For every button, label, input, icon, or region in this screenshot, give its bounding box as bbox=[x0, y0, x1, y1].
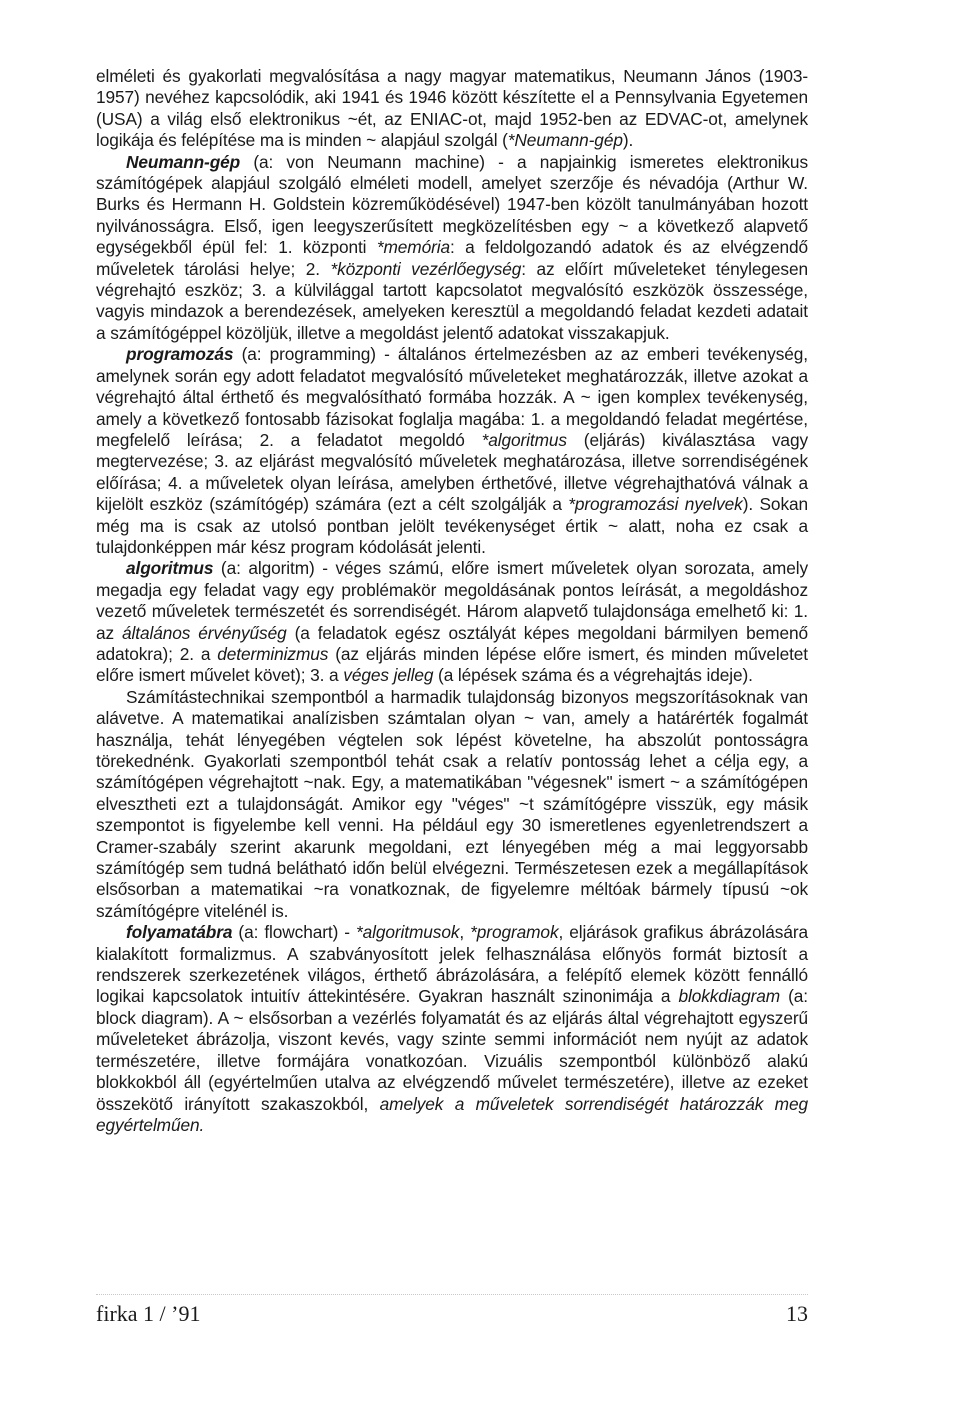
entry-text: (a lépések száma és a végrehajtás ideje). bbox=[433, 665, 753, 686]
algoritmus-ref: *algoritmus bbox=[481, 429, 567, 450]
entry-text: (a: algoritm) - véges számú, előre ismert műveletek olyan sorozata, amely megadja egy feladat vagy egy problémakör megoldásának pontos leírását, a megoldáshoz vezető műveletek természetét és sorrendiségét. Három alapvető tulajdonsága emelhető ki: 1. az bbox=[96, 558, 808, 643]
algoritmusok-ref: *algoritmusok bbox=[356, 922, 460, 943]
neumann-gep-ref: *Neumann-gép bbox=[507, 130, 623, 151]
entry-text: ). Sokan még ma is csak az utolsó pontban jelölt tevékenységet értik ~ alatt, noha ez csak a tulajdonképpen már kész program kódolását jelenti. bbox=[96, 494, 809, 557]
blokkdiagram: blokkdiagram bbox=[678, 986, 781, 1007]
entry-text: , bbox=[459, 922, 471, 943]
entry-text: (az eljárás minden lépése előre ismert, és minden műveletet előre ismert művelet követ); 3. a bbox=[96, 643, 808, 686]
entry-text: , eljárások grafikus ábrázolására kialakított formalizmus. A szabványosított jelek felhasználása előnyös formát biztosít a rendszerek szerkezetének világos, érthető ábrázolására, a felépítő elemek között fennálló logikai kapcsolatok intuitív áttekintésére. Gyakran használt szinonimája a bbox=[96, 922, 809, 1007]
entry-text: (eljárás) kiválasztása vagy megtervezése; 3. az eljárást megvalósító műveletek meghatározása, illetve sorrendiségének előírása; 4. a műveletek olyan leírása, amelyben érthetővé, illetve végrehajthatóvá válnak a kijelölt eszköz (számítógép) számára (ezt a célt szolgálják a bbox=[96, 429, 808, 515]
algoritmus-entry bbox=[96, 558, 808, 686]
journal-issue: firka 1 / ’91 bbox=[96, 1301, 201, 1326]
entry-term: algoritmus bbox=[126, 558, 214, 579]
intro-end: ). bbox=[622, 130, 634, 151]
entry-term: folyamatábra bbox=[126, 922, 233, 943]
entry-text: (a: block diagram). A ~ elsősorban a vezérlés folyamatát és az eljárás által végrehajtott egyszerű műveleteket ábrázolja, viszont kevés, vagy szinte semmi információt nem nyújt az adatok természetére, illetve formájára vonatkozóan. Vizuális szempontból különböző alakú blokkokból áll (egyértelműen utalva az elvégzendő művelet természetére), illetve az ezeket összekötő irányított szakaszokból, bbox=[96, 986, 808, 1114]
programozasi-nyelvek-ref: *programozási nyelvek bbox=[568, 494, 743, 515]
intro-paragraph bbox=[96, 66, 808, 152]
altalanos-ervenyuseg: általános érvényűség bbox=[122, 622, 287, 643]
entry-term: programozás bbox=[126, 344, 234, 365]
entry-term: Neumann-gép bbox=[126, 151, 241, 172]
neumann-gep-entry bbox=[96, 152, 808, 345]
entry-text: (a feladatok egész osztályát képes megoldani bármilyen bemenő adatokra); 2. a bbox=[96, 622, 808, 664]
page-footer bbox=[96, 1294, 808, 1325]
kozponti-vezerloegyseg-ref: *központi vezérlőegység bbox=[330, 258, 522, 279]
szamitastechnikai-paragraph: Számítástechnikai szempontból a harmadik tulajdonság bizonyos megszorításoknak van alávetve. A matematikai analízisben számtalan olyan ~ van, amely a határérték fogalmát használja, tehát lényegében végtelen sok lépést követelne, ha abszolút pontosságra törekednénk. Gyakorlati szempontból tehát csak a relatív pontosság lehet a célja egy, a számítógépen végrehajtott ~nak. Egy, a matematikában "végesnek" ismert ~ a számítógépen elvesztheti ezt a tulajdonságát. Amikor egy "véges" ~t számítógépre visszük, egy másik szempontot is figyelembe kell venni. Ha például egy 30 ismeretlenes egyenletrendszert a Cramer-szabály szerint akarunk megoldani, ezt lényegében még a mai leggyorsabb számítógép sem tudná belátható időn belül elvégezni. Természetesen ezek a megállapítások elsősorban a matematikai ~ra vonatkoznak, de figyelemre méltóak bármely típusú ~ok számítógépre vitelénél is. bbox=[96, 686, 808, 921]
entry-text: (a: programming) - általános értelmezésben az az emberi tevékenység, amelynek során egy adott feladatot megvalósító műveleteket meghatározzák, illetve azokat a végrehajtó által érthető és megvalósítható formába hozzák. A ~ igen komplex tevékenység, amely a következő fontosabb fázisokat foglalja magába: 1. a megoldandó feladat megértése, megfelelő leírása; 2. a feladatot megoldó bbox=[96, 344, 808, 450]
folyamatabra-entry bbox=[96, 922, 808, 1136]
article-body bbox=[96, 66, 808, 1136]
intro-text: elméleti és gyakorlati megvalósítása a nagy magyar matematikus, Neumann János (1903-1957) nevéhez kapcsolódik, aki 1941 és 1946 között készítette el a Pennsylvania Egyetemen (USA) a világ első elektronikus ~ét, az ENIAC-ot, majd 1952-ben az EDVAC-ot, amelynek logikája és felépítése ma is minden ~ alapjául szolgál ( bbox=[96, 66, 808, 151]
programozas-entry bbox=[96, 344, 808, 558]
entry-text: : a feldolgozandó adatok és az elvégzendő műveletek tárolási helye; 2. bbox=[96, 237, 808, 279]
memoria-ref: *memória bbox=[376, 237, 451, 258]
veges-jelleg: véges jelleg bbox=[343, 665, 434, 686]
programok-ref: *programok bbox=[470, 922, 559, 943]
entry-text: (a: flowchart) - bbox=[232, 922, 356, 943]
entry-text: (a: von Neumann machine) - a napjainkig ismeretes elektronikus számítógépek alapjául szolgáló elméleti modell, amelyet szerzője és névadója (Arthur W. Burks és Hermann H. Goldstein közreműködésével) 1947-ben közölt tanulmányában hozott nyilvánosságra. Első, igen leegyszerűsített megközelítésben egy ~ a következő alapvető egységekből épül fel: 1. központi bbox=[96, 151, 808, 258]
entry-text: : az előírt műveleteket ténylegesen végrehajtó eszköz; 3. a külvilággal tartott kapcsolatot megvalósító eszközök összessége, vagyis mindazok a berendezések, amelyeken keresztül a megoldandó feladat kezdeti adatait a számítógéppel közöljük, illetve a megoldást jelentő adatokat visszakapjuk. bbox=[96, 258, 808, 343]
entry-closing-italic: amelyek a műveletek sorrendiségét határozzák meg egyértelműen. bbox=[96, 1093, 808, 1135]
determinizmus: determinizmus bbox=[217, 643, 329, 664]
page-number: 13 bbox=[786, 1301, 808, 1326]
